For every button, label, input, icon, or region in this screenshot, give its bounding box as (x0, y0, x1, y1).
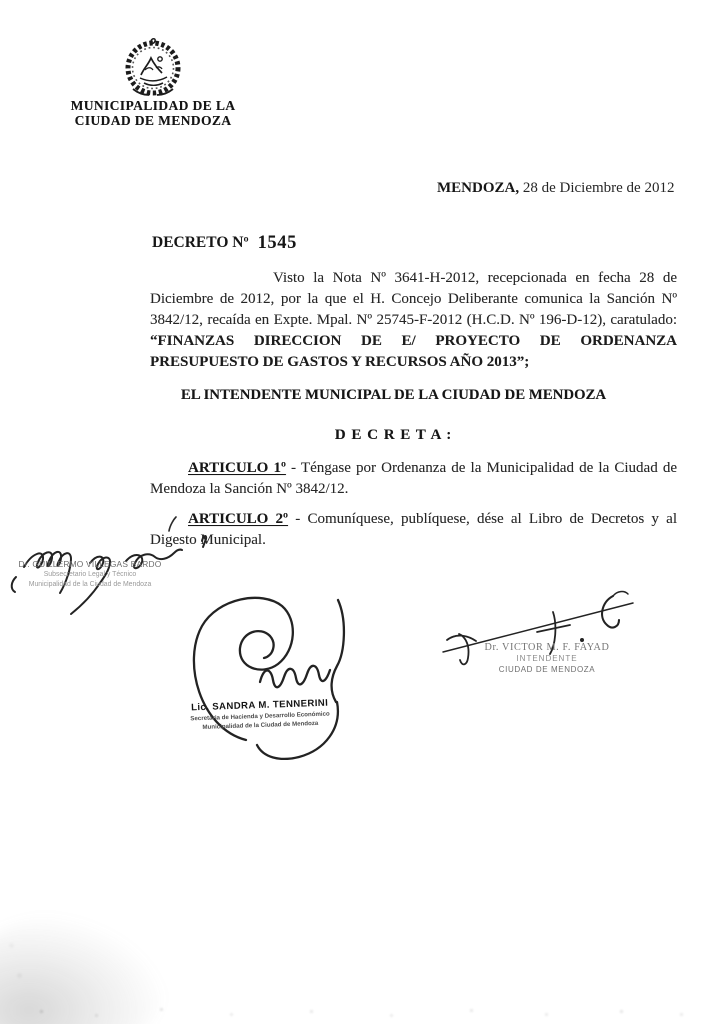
dateline-date: 28 de Diciembre de 2012 (519, 180, 675, 196)
scan-specks (0, 1004, 3, 1007)
decree-label: DECRETO Nº (152, 234, 249, 251)
decree-number: 1545 (257, 233, 297, 253)
scan-smudge (0, 915, 165, 1024)
signature-right-org: CIUDAD DE MENDOZA (498, 664, 596, 674)
article-2-text: - Comuníquese, publíquese, dése al Libro de Decretos y al Digesto Municipal. (150, 511, 677, 548)
visto-emphasis-text: “FINANZAS DIRECCION DE E/ PROYECTO DE ORDENANZA PRESUPUESTO DE GASTOS Y RECURSOS AÑO 2013”; (150, 332, 677, 370)
article-2-label: ARTICULO 2º (188, 511, 289, 527)
signature-left-title: Subsecretario Legal y Técnico (43, 571, 137, 578)
org-name-line1: MUNICIPALIDAD DE LA (70, 98, 236, 113)
signature-center-autograph-icon (176, 590, 371, 760)
signature-center (176, 590, 371, 760)
decree-title (152, 233, 297, 254)
org-name-line2: CIUDAD DE MENDOZA (74, 112, 232, 128)
signature-right-name: Dr. VICTOR M. F. FAYAD (484, 642, 610, 653)
dateline-city: MENDOZA, (437, 180, 520, 196)
signature-center-title: Secretaria de Hacienda y Desarrollo Económico (190, 710, 330, 723)
dateline (437, 180, 674, 197)
stamp-right (452, 641, 642, 675)
visto-paragraph (150, 268, 677, 373)
municipal-seal-icon (121, 36, 185, 100)
signature-right-title: INTENDENTE (516, 654, 578, 663)
heading-intendente: EL INTENDENTE MUNICIPAL DE LA CIUDAD DE MENDOZA (180, 387, 607, 403)
signature-center-org: Municipalidad de la Ciudad de Mendoza (202, 720, 319, 731)
signature-center-name: Lic. SANDRA M. TENNERINI (190, 697, 329, 714)
article-2 (150, 509, 677, 551)
signature-left-name: Dr. GUILLERMO VILLEGAS BARDO (18, 559, 162, 569)
article-1-text: - Téngase por Ordenanza de la Municipalidad de la Ciudad de Mendoza la Sanción Nº 3842/12. (150, 460, 677, 497)
article-1-label: ARTICULO 1º (188, 460, 286, 476)
article-1 (150, 458, 677, 500)
visto-text: Visto la Nota Nº 3641-H-2012, recepcionada en fecha 28 de Diciembre de 2012, por la que el H. Concejo Deliberante comunica la Sanción Nº 3842/12, recaída en Expte. Mpal. Nº 25745-F-2012 (H.C.D. Nº 196-D-12), caratulado: (150, 270, 677, 328)
signature-left-org: Municipalidad de la Ciudad de Mendoza (28, 580, 152, 588)
stamp-left (10, 559, 170, 589)
stamp-center (176, 697, 345, 733)
letterhead-org-name (33, 99, 273, 128)
heading-decreta: D E C R E T A : (334, 427, 453, 443)
